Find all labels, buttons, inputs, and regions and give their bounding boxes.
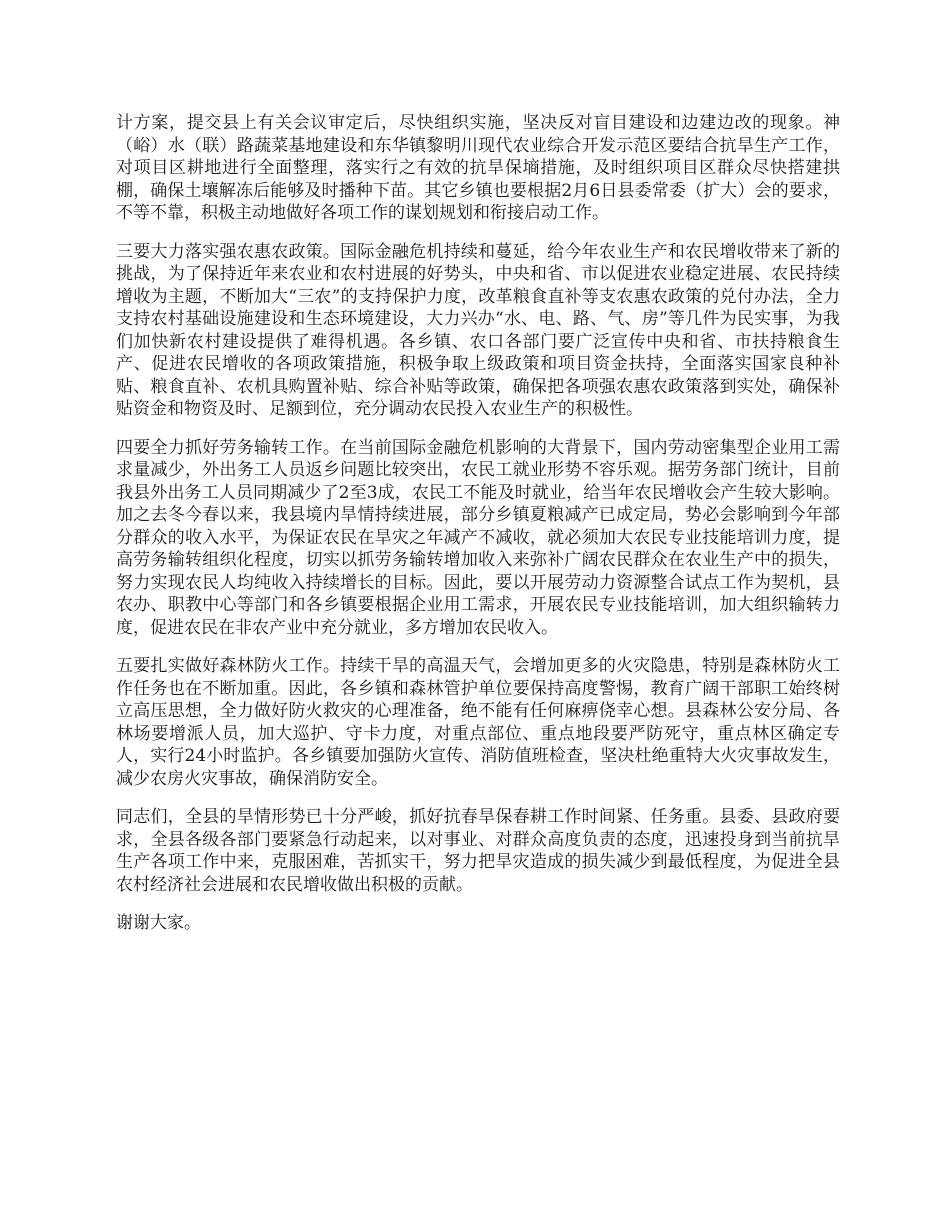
paragraph-conclusion: 同志们，全县的旱情形势已十分严峻，抓好抗春旱保春耕工作时间紧、任务重。县委、县政府要求，全县各级各部门要紧急行动起来，以对事业、对群众高度负责的态度，迅速投身到当前抗旱生产各项工作中来，克服困难，苦抓实干，努力把旱灾造成的损失减少到最低程度，为促进全县农村经济社会进展和农民增收做出积极的贡献。 — [116, 807, 840, 895]
paragraph-agriculture-policy: 三要大力落实强农惠农政策。国际金融危机持续和蔓延，给今年农业生产和农民增收带来了新的挑战，为了保持近年来农业和农村进展的好势头，中央和省、市以促进农业稳定进展、农民持续增收为主题，不断加大“三农”的支持保护力度，改革粮食直补等支农惠农政策的兑付办法，全力支持农村基础设施建设和生态环境建设，大力兴办“水、电、路、气、房”等几件为民实事，为我们加快新农村建设提供了难得机遇。各乡镇、农口各部门要广泛宣传中央和省、市扶持粮食生产、促进农民增收的各项政策措施，积极争取上级政策和项目资金扶持，全面落实国家良种补贴、粮食直补、农机具购置补贴、综合补贴等政策，确保把各项强农惠农政策落到实处，确保补贴资金和物资及时、足额到位，充分调动农民投入农业生产的积极性。 — [116, 241, 840, 419]
paragraph-forest-fire-prevention: 五要扎实做好森林防火工作。持续干旱的高温天气，会增加更多的火灾隐患，特别是森林防火工作任务也在不断加重。因此，各乡镇和森林管护单位要保持高度警惕，教育广阔干部职工始终树立高压思想，全力做好防火救灾的心理准备，绝不能有任何麻痹侥幸心想。县森林公安分局、各林场要增派人员，加大巡护、守卡力度，对重点部位、重点地段要严防死守，重点林区确定专人，实行24小时监护。各乡镇要加强防火宣传、消防值班检查，坚决杜绝重特大火灾事故发生，减少农房火灾事故，确保消防安全。 — [116, 656, 840, 789]
closing-thanks: 谢谢大家。 — [116, 913, 201, 933]
paragraph-labor-transfer: 四要全力抓好劳务输转工作。在当前国际金融危机影响的大背景下，国内劳动密集型企业用工需求量减少，外出务工人员返乡问题比较突出，农民工就业形势不容乐观。据劳务部门统计，目前我县外出务工人员同期减少了2至3成，农民工不能及时就业，给当年农民增收会产生较大影响。加之去冬今春以来，我县境内旱情持续进展，部分乡镇夏粮减产已成定局，势必会影响到今年部分群众的收入水平，为保证农民在旱灾之年减产不减收，就必须加大农民专业技能培训力度，提高劳务输转组织化程度，切实以抓劳务输转增加收入来弥补广阔农民群众在农业生产中的损失，努力实现农民人均纯收入持续增长的目标。因此，要以开展劳动力资源整合试点工作为契机，县农办、职教中心等部门和各乡镇要根据企业用工需求，开展农民专业技能培训，加大组织输转力度，促进农民在非农产业中充分就业，多方增加农民收入。 — [116, 437, 840, 638]
paragraph-plan-implementation: 计方案，提交县上有关会议审定后，尽快组织实施，坚决反对盲目建设和边建边改的现象。神（峪）水（联）路蔬菜基地建设和东华镇黎明川现代农业综合开发示范区要结合抗旱生产工作，对项目区耕地进行全面整理，落实行之有效的抗旱保墒措施，及时组织项目区群众尽快搭建拱棚，确保土壤解冻后能够及时播种下苗。其它乡镇也要根据2月6日县委常委（扩大）会的要求，不等不靠，积极主动地做好各项工作的谋划规划和衔接启动工作。 — [116, 113, 840, 223]
document-page — [116, 112, 840, 951]
